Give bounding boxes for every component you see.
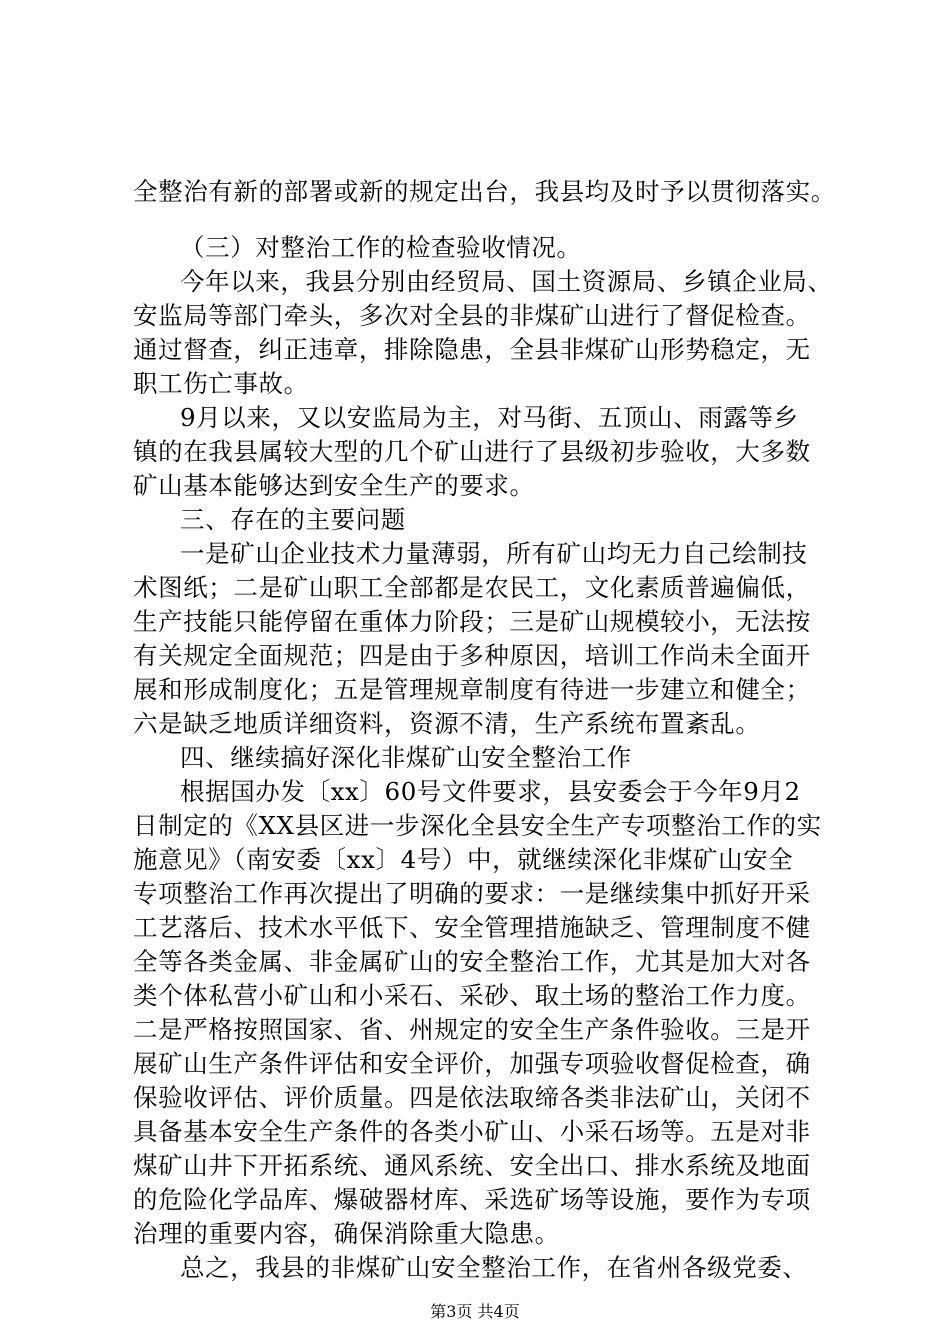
section-heading: 四、继续搞好深化非煤矿山安全整治工作 [180, 743, 632, 772]
text-line: 职工伤亡事故。 [133, 369, 309, 398]
text-line: 安监局等部门牵头，多次对全县的非煤矿山进行了督促检查。 [133, 301, 811, 330]
text-line: 术图纸；二是矿山职工全部都是农民工，文化素质普遍偏低， [133, 573, 811, 602]
text-line: 9月以来，又以安监局为主，对马街、五顶山、雨露等乡 [180, 403, 799, 432]
text-line: 具备基本安全生产条件的各类小矿山、小采石场等。五是对非 [133, 1117, 811, 1146]
text-line: 一是矿山企业技术力量薄弱，所有矿山均无力自己绘制技 [180, 539, 808, 568]
text-line: 工艺落后、技术水平低下、安全管理措施缺乏、管理制度不健 [133, 913, 811, 942]
text-line: 镇的在我县属较大型的几个矿山进行了县级初步验收，大多数 [133, 437, 811, 466]
page-footer: 第3页 共4页 [430, 1302, 520, 1321]
text-line: 治理的重要内容，确保消除重大隐患。 [133, 1219, 560, 1248]
text-line: 通过督查，纠正违章，排除隐患，全县非煤矿山形势稳定，无 [133, 335, 811, 364]
text-line: 今年以来，我县分别由经贸局、国土资源局、乡镇企业局、 [180, 267, 833, 296]
text-line: 日制定的《XX县区进一步深化全县安全生产专项整治工作的实 [133, 811, 822, 840]
text-line: 生产技能只能停留在重体力阶段；三是矿山规模较小，无法按 [133, 607, 811, 636]
text-line: 矿山基本能够达到安全生产的要求。 [133, 471, 535, 500]
text-line: 展和形成制度化；五是管理规章制度有待进一步建立和健全； [133, 675, 811, 704]
section-heading: 三、存在的主要问题 [180, 505, 406, 534]
text-line: 煤矿山井下开拓系统、通风系统、安全出口、排水系统及地面 [133, 1151, 811, 1180]
text-line: 有关规定全面规范；四是由于多种原因，培训工作尚未全面开 [133, 641, 811, 670]
text-line: 专项整治工作再次提出了明确的要求：一是继续集中抓好开采 [133, 879, 811, 908]
text-line: 施意见》（南安委〔xx〕4号）中，就继续深化非煤矿山安全 [133, 845, 794, 874]
text-line: 二是严格按照国家、省、州规定的安全生产条件验收。三是开 [133, 1015, 811, 1044]
text-line: 展矿山生产条件评估和安全评价，加强专项验收督促检查，确 [133, 1049, 811, 1078]
text-line: 的危险化学品库、爆破器材库、采选矿场等设施，要作为专项 [133, 1185, 811, 1214]
text-line: 类个体私营小矿山和小采石、采砂、取土场的整治工作力度。 [133, 981, 811, 1010]
text-line: 根据国办发〔xx〕60号文件要求，县安委会于今年9月2 [180, 777, 801, 806]
text-line: 保验收评估、评价质量。四是依法取缔各类非法矿山，关闭不 [133, 1083, 811, 1112]
text-line: 全整治有新的部署或新的规定出台，我县均及时予以贯彻落实。 [133, 177, 836, 206]
text-line: 总之，我县的非煤矿山安全整治工作，在省州各级党委、 [180, 1253, 808, 1282]
text-line: 六是缺乏地质详细资料，资源不清，生产系统布置紊乱。 [133, 709, 761, 738]
section-heading: （三）对整治工作的检查验收情况。 [180, 233, 582, 262]
text-line: 全等各类金属、非金属矿山的安全整治工作，尤其是加大对各 [133, 947, 811, 976]
